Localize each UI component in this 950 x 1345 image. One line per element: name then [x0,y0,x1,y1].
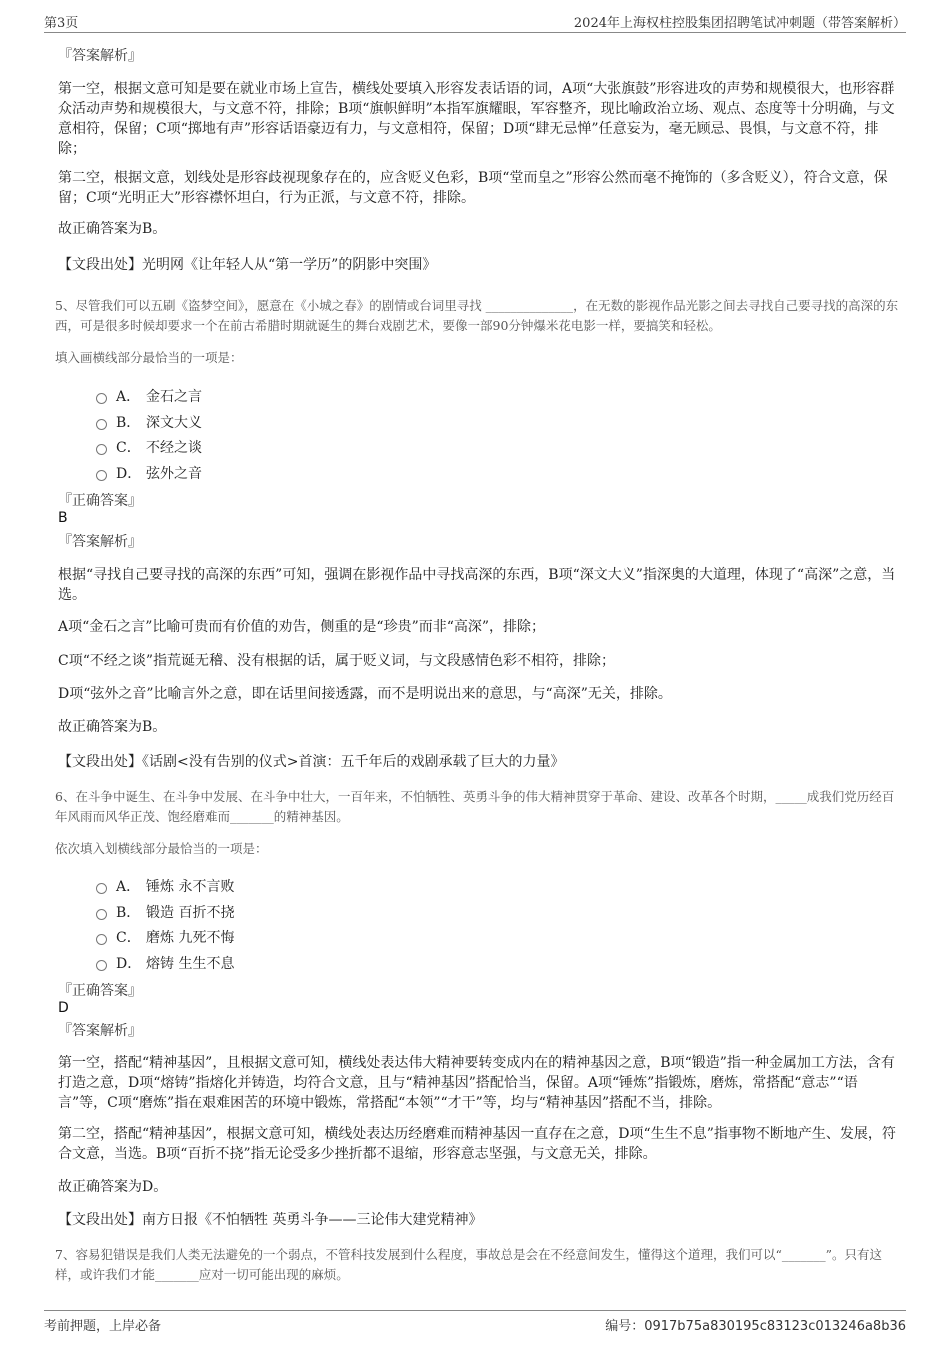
document-id: 编号：0917b75a830195c83123c013246a8b36 [605,1319,906,1334]
q6-analysis-para2: 第二空，搭配“精神基因”，根据文意可知，横线处表达历经磨难而精神基因一直存在之意，D项“生生不息”指事物不断地产生、发展，符合文意，当选。B项“百折不挠”指无论受多少挫折都不退缩，形容意志坚强，与文意无关，排除。 [58,1126,896,1162]
radio-button[interactable] [96,444,107,455]
radio-button[interactable] [96,960,107,971]
q5-correct-label: 『正确答案』 [58,493,142,509]
option-letter: A． [116,389,141,405]
q6-answer: D [58,1000,69,1016]
page-footer [44,1310,906,1335]
option-letter: D． [116,956,142,972]
q6-correct-label: 『正确答案』 [58,983,142,999]
radio-button[interactable] [96,909,107,920]
q5-option-b[interactable] [96,412,202,432]
document-title: 2024年上海权柱控股集团招聘笔试冲刺题（带答案解析） [573,16,906,31]
q5-analysis-para1: 根据“寻找自己要寻找的高深的东西”可知，强调在影视作品中寻找高深的东西，B项“深文大义”指深奥的大道理，体现了“高深”之意，当选。 [58,567,896,603]
q4-analysis-label: 『答案解析』 [58,48,142,64]
page-number: 第3页 [44,16,79,31]
q6-option-d[interactable] [96,953,234,973]
option-text: 金石之言 [146,389,202,405]
q6-option-c[interactable] [96,927,234,947]
footer-slogan: 考前押题，上岸必备 [44,1319,162,1334]
q6-conclusion: 故正确答案为D。 [58,1179,168,1195]
q6-stem: 6、在斗争中诞生、在斗争中发展、在斗争中壮大，一百年来，不怕牺牲、英勇斗争的伟大精神贯穿于革命、建设、改革各个时期，_____成我们党历经百年风雨而风华正茂、饱经磨难而_______的精神基因。 [55,789,895,824]
option-letter: B． [116,415,141,431]
q4-source: 【文段出处】光明网《让年轻人从“第一学历”的阴影中突围》 [58,257,437,273]
q5-stem: 5、尽管我们可以五刷《盗梦空间》，愿意在《小城之春》的剧情或台词里寻找 ______________，在无数的影视作品光影之间去寻找自己要寻找的高深的东西，可是很多时候却要求一个在前古希腊时期就诞生的舞台戏剧艺术，要像一部90分钟爆米花电影一样，要搞笑和轻松。 [55,298,899,333]
radio-button[interactable] [96,934,107,945]
q5-instruction: 填入画横线部分最恰当的一项是： [55,350,243,365]
option-text: 磨炼 九死不悔 [146,930,235,946]
q5-option-d[interactable] [96,463,202,483]
option-letter: C． [116,930,141,946]
radio-button[interactable] [96,883,107,894]
q5-option-a[interactable] [96,386,202,406]
q5-analysis-para3: C项“不经之谈”指荒诞无稽、没有根据的话，属于贬义词，与文段感情色彩不相符，排除； [58,653,616,669]
radio-button[interactable] [96,419,107,430]
q6-instruction: 依次填入划横线部分最恰当的一项是： [55,841,268,856]
option-text: 不经之谈 [146,440,202,456]
option-text: 锤炼 永不言败 [146,879,235,895]
option-letter: D． [116,466,142,482]
option-text: 弦外之音 [146,466,202,482]
q4-analysis-para1: 第一空，根据文意可知是要在就业市场上宣告，横线处要填入形容发表话语的词，A项“大张旗鼓”形容进攻的声势和规模很大，也形容群众活动声势和规模很大，与文意不符，排除；B项“旗帜鲜明”本指军旗耀眼，军容整齐，现比喻政治立场、观点、态度等十分明确，与文意相符，保留；C项“掷地有声”形容话语豪迈有力，与文意相符，保留；D项“肆无忌惮”任意妄为，毫无顾忌、畏惧，与文意不符，排除； [58,81,895,157]
radio-button[interactable] [96,393,107,404]
q5-analysis-para4: D项“弦外之音”比喻言外之意，即在话里间接透露，而不是明说出来的意思，与“高深”无关，排除。 [58,686,672,702]
option-letter: B． [116,905,141,921]
q4-analysis-para2: 第二空，根据文意，划线处是形容歧视现象存在的，应含贬义色彩，B项“堂而皇之”形容公然而毫不掩饰的（多含贬义），符合文意，保留；C项“光明正大”形容襟怀坦白，行为正派，与文意不符，排除。 [58,170,888,206]
option-letter: A． [116,879,141,895]
option-text: 深文大义 [146,415,202,431]
q6-analysis-para1: 第一空，搭配“精神基因”，且根据文意可知，横线处表达伟大精神要转变成内在的精神基因之意，B项“锻造”指一种金属加工方法，含有打造之意，D项“熔铸”指熔化并铸造，均符合文意，且与“精神基因”搭配恰当，保留。A项“锤炼”指锻炼，磨炼，常搭配“意志”“语言”等，C项“磨炼”指在艰难困苦的环境中锻炼，常搭配“本领”“才干”等，均与“精神基因”搭配不当，排除。 [58,1055,895,1111]
q5-option-c[interactable] [96,437,202,457]
q7-stem: 7、容易犯错误是我们人类无法避免的一个弱点，不管科技发展到什么程度，事故总是会在不经意间发生，懂得这个道理，我们可以“_______”。只有这样，或许我们才能_______应对一切可能出现的麻烦。 [55,1247,882,1282]
q6-option-a[interactable] [96,876,234,896]
option-text: 熔铸 生生不息 [146,956,235,972]
q5-answer: B [58,510,68,526]
option-text: 锻造 百折不挠 [146,905,235,921]
q6-source: 【文段出处】南方日报《不怕牺牲 英勇斗争——三论伟大建党精神》 [58,1212,483,1228]
q5-analysis-para2: A项“金石之言”比喻可贵而有价值的劝告，侧重的是“珍贵”而非“高深”，排除； [58,619,546,635]
page-header [44,10,906,33]
q5-conclusion: 故正确答案为B。 [58,719,167,735]
q6-option-b[interactable] [96,902,234,922]
radio-button[interactable] [96,470,107,481]
q4-conclusion: 故正确答案为B。 [58,221,167,237]
q6-analysis-label: 『答案解析』 [58,1023,142,1039]
q5-analysis-label: 『答案解析』 [58,534,142,550]
q5-source: 【文段出处】《话剧<没有告别的仪式>首演：五千年后的戏剧承载了巨大的力量》 [58,754,565,770]
option-letter: C． [116,440,141,456]
